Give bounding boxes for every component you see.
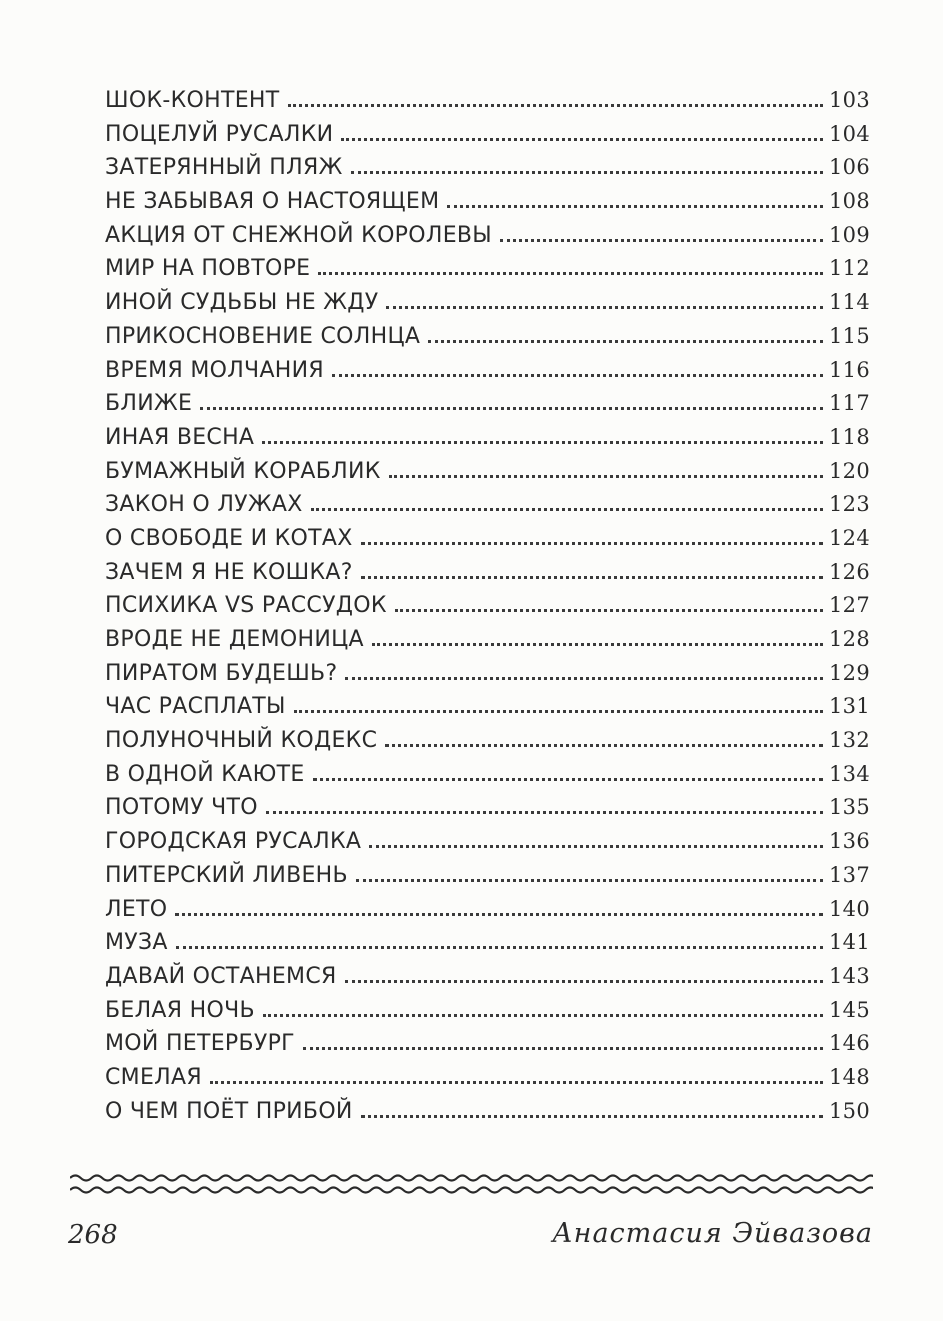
toc-entry [105, 122, 870, 156]
toc-entry [105, 762, 870, 796]
toc-entry [105, 1031, 870, 1065]
toc-entry-page: 140 [829, 896, 870, 921]
toc-entry-title: ПОЛУНОЧНЫЙ КОДЕКС [105, 728, 378, 754]
toc-dot-leader [294, 710, 823, 713]
toc-entry-page: 137 [829, 862, 870, 887]
toc-dot-leader [385, 744, 823, 747]
toc-dot-leader [372, 643, 823, 646]
toc-dot-leader [263, 1014, 823, 1017]
toc-entry [105, 897, 870, 931]
toc-entry-title: ЗАКОН О ЛУЖАХ [105, 492, 303, 518]
toc-entry-page: 106 [829, 155, 870, 180]
toc-entry-page: 132 [829, 728, 870, 753]
toc-entry-title: БЛИЖЕ [105, 391, 193, 417]
toc-entry-page: 112 [829, 256, 870, 281]
toc-entry [105, 661, 870, 695]
toc-dot-leader [210, 1081, 823, 1084]
toc-dot-leader [345, 980, 823, 983]
toc-entry-page: 150 [829, 1098, 870, 1123]
toc-entry-title: ВРОДЕ НЕ ДЕМОНИЦА [105, 627, 364, 652]
toc-entry-page: 124 [829, 525, 870, 550]
toc-entry-title: ЛЕТО [105, 896, 168, 922]
toc-entry-title: ЗАТЕРЯННЫЙ ПЛЯЖ [105, 155, 343, 181]
toc-entry-page: 145 [829, 997, 870, 1022]
toc-entry-page: 141 [829, 930, 870, 955]
toc-dot-leader [361, 542, 823, 545]
toc-entry-title: ИНАЯ ВЕСНА [105, 424, 255, 450]
toc-entry [105, 256, 870, 290]
toc-dot-leader [369, 845, 823, 848]
toc-dot-leader [356, 879, 823, 882]
toc-entry-title: ШОК-КОНТЕНТ [105, 88, 280, 113]
toc-entry [105, 930, 870, 964]
toc-dot-leader [266, 811, 823, 814]
toc-entry [105, 459, 870, 493]
toc-entry [105, 863, 870, 897]
toc-dot-leader [351, 171, 823, 174]
toc-entry [105, 728, 870, 762]
toc-entry-page: 117 [829, 391, 870, 416]
toc-entry-page: 109 [829, 222, 870, 247]
toc-entry-title: ПОЦЕЛУЙ РУСАЛКИ [105, 121, 334, 147]
toc-entry [105, 560, 870, 594]
toc-entry [105, 358, 870, 392]
toc-entry-page: 129 [829, 660, 870, 685]
toc-entry [105, 492, 870, 526]
toc-entry [105, 189, 870, 223]
toc-entry-page: 120 [829, 458, 870, 483]
author-name: Анастасия Эйвазова [552, 1218, 873, 1249]
wave-divider-icon [70, 1170, 873, 1198]
toc-entry [105, 627, 870, 661]
toc-entry-page: 104 [829, 121, 870, 146]
toc-dot-leader [361, 576, 823, 579]
toc-entry [105, 829, 870, 863]
toc-entry-title: МУЗА [105, 930, 168, 956]
toc-entry-page: 143 [829, 963, 870, 988]
toc-entry [105, 425, 870, 459]
toc-entry-page: 118 [829, 424, 870, 449]
toc-entry-title: ИНОЙ СУДЬБЫ НЕ ЖДУ [105, 290, 379, 316]
toc-dot-leader [386, 306, 823, 309]
toc-entry-title: СМЕЛАЯ [105, 1064, 202, 1090]
toc-dot-leader [500, 239, 823, 242]
toc-entry [105, 998, 870, 1032]
toc-dot-leader [176, 946, 823, 949]
toc-entry-page: 136 [829, 829, 870, 854]
toc-entry-page: 148 [829, 1064, 870, 1089]
toc-entry-title: ГОРОДСКАЯ РУСАЛКА [105, 829, 362, 855]
toc-entry-page: 146 [829, 1031, 870, 1056]
toc-dot-leader [175, 913, 823, 916]
toc-entry [105, 391, 870, 425]
toc-entry-page: 103 [829, 88, 870, 112]
toc-entry-page: 131 [829, 694, 870, 719]
toc-entry-title: ПОТОМУ ЧТО [105, 795, 258, 821]
toc-entry [105, 324, 870, 358]
toc-entry-title: ЧАС РАСПЛАТЫ [105, 694, 286, 720]
toc-entry-page: 115 [829, 323, 870, 348]
table-of-contents [105, 88, 870, 1132]
toc-entry [105, 694, 870, 728]
toc-entry-title: ПИТЕРСКИЙ ЛИВЕНЬ [105, 862, 348, 888]
toc-dot-leader [262, 441, 823, 444]
toc-entry-page: 135 [829, 795, 870, 820]
toc-entry-title: ДАВАЙ ОСТАНЕМСЯ [105, 963, 337, 989]
toc-dot-leader [288, 104, 824, 107]
toc-entry-page: 108 [829, 189, 870, 214]
toc-entry-title: БУМАЖНЫЙ КОРАБЛИК [105, 458, 381, 484]
toc-entry-title: В ОДНОЙ КАЮТЕ [105, 761, 305, 787]
toc-dot-leader [332, 374, 823, 377]
toc-dot-leader [428, 340, 823, 343]
toc-entry-title: АКЦИЯ ОТ СНЕЖНОЙ КОРОЛЕВЫ [105, 222, 493, 248]
toc-entry-page: 114 [829, 290, 870, 315]
toc-dot-leader [341, 138, 823, 141]
toc-entry-title: БЕЛАЯ НОЧЬ [105, 997, 255, 1023]
toc-dot-leader [389, 475, 823, 478]
toc-dot-leader [313, 778, 823, 781]
toc-entry-title: ВРЕМЯ МОЛЧАНИЯ [105, 357, 324, 383]
toc-entry-title: О ЧЕМ ПОЁТ ПРИБОЙ [105, 1098, 353, 1124]
toc-entry [105, 964, 870, 998]
toc-entry-title: ПСИХИКА VS РАССУДОК [105, 593, 387, 619]
toc-entry-page: 116 [829, 357, 870, 382]
toc-entry-title: ЗАЧЕМ Я НЕ КОШКА? [105, 559, 353, 585]
toc-dot-leader [303, 1047, 823, 1050]
toc-entry [105, 223, 870, 257]
toc-dot-leader [200, 407, 823, 410]
toc-entry [105, 155, 870, 189]
toc-entry-title: О СВОБОДЕ И КОТАХ [105, 525, 353, 551]
toc-dot-leader [361, 1115, 823, 1118]
toc-entry [105, 290, 870, 324]
toc-entry-title: НЕ ЗАБЫВАЯ О НАСТОЯЩЕМ [105, 189, 440, 215]
toc-entry [105, 1065, 870, 1099]
toc-entry-title: ПИРАТОМ БУДЕШЬ? [105, 660, 338, 686]
page-number: 268 [68, 1220, 118, 1250]
toc-entry-page: 123 [829, 492, 870, 517]
toc-dot-leader [311, 508, 823, 511]
toc-entry-page: 126 [829, 559, 870, 584]
toc-entry [105, 1099, 870, 1133]
toc-entry [105, 795, 870, 829]
toc-dot-leader [318, 272, 823, 275]
toc-entry [105, 593, 870, 627]
toc-entry-page: 128 [829, 627, 870, 651]
toc-dot-leader [395, 609, 823, 612]
toc-entry-title: МИР НА ПОВТОРЕ [105, 256, 311, 282]
toc-entry [105, 88, 870, 122]
toc-entry-title: ПРИКОСНОВЕНИЕ СОЛНЦА [105, 323, 421, 349]
toc-entry-title: МОЙ ПЕТЕРБУРГ [105, 1031, 295, 1057]
toc-entry [105, 526, 870, 560]
toc-dot-leader [345, 677, 823, 680]
toc-entry-page: 127 [829, 593, 870, 618]
toc-dot-leader [447, 205, 823, 208]
toc-entry-page: 134 [829, 761, 870, 786]
